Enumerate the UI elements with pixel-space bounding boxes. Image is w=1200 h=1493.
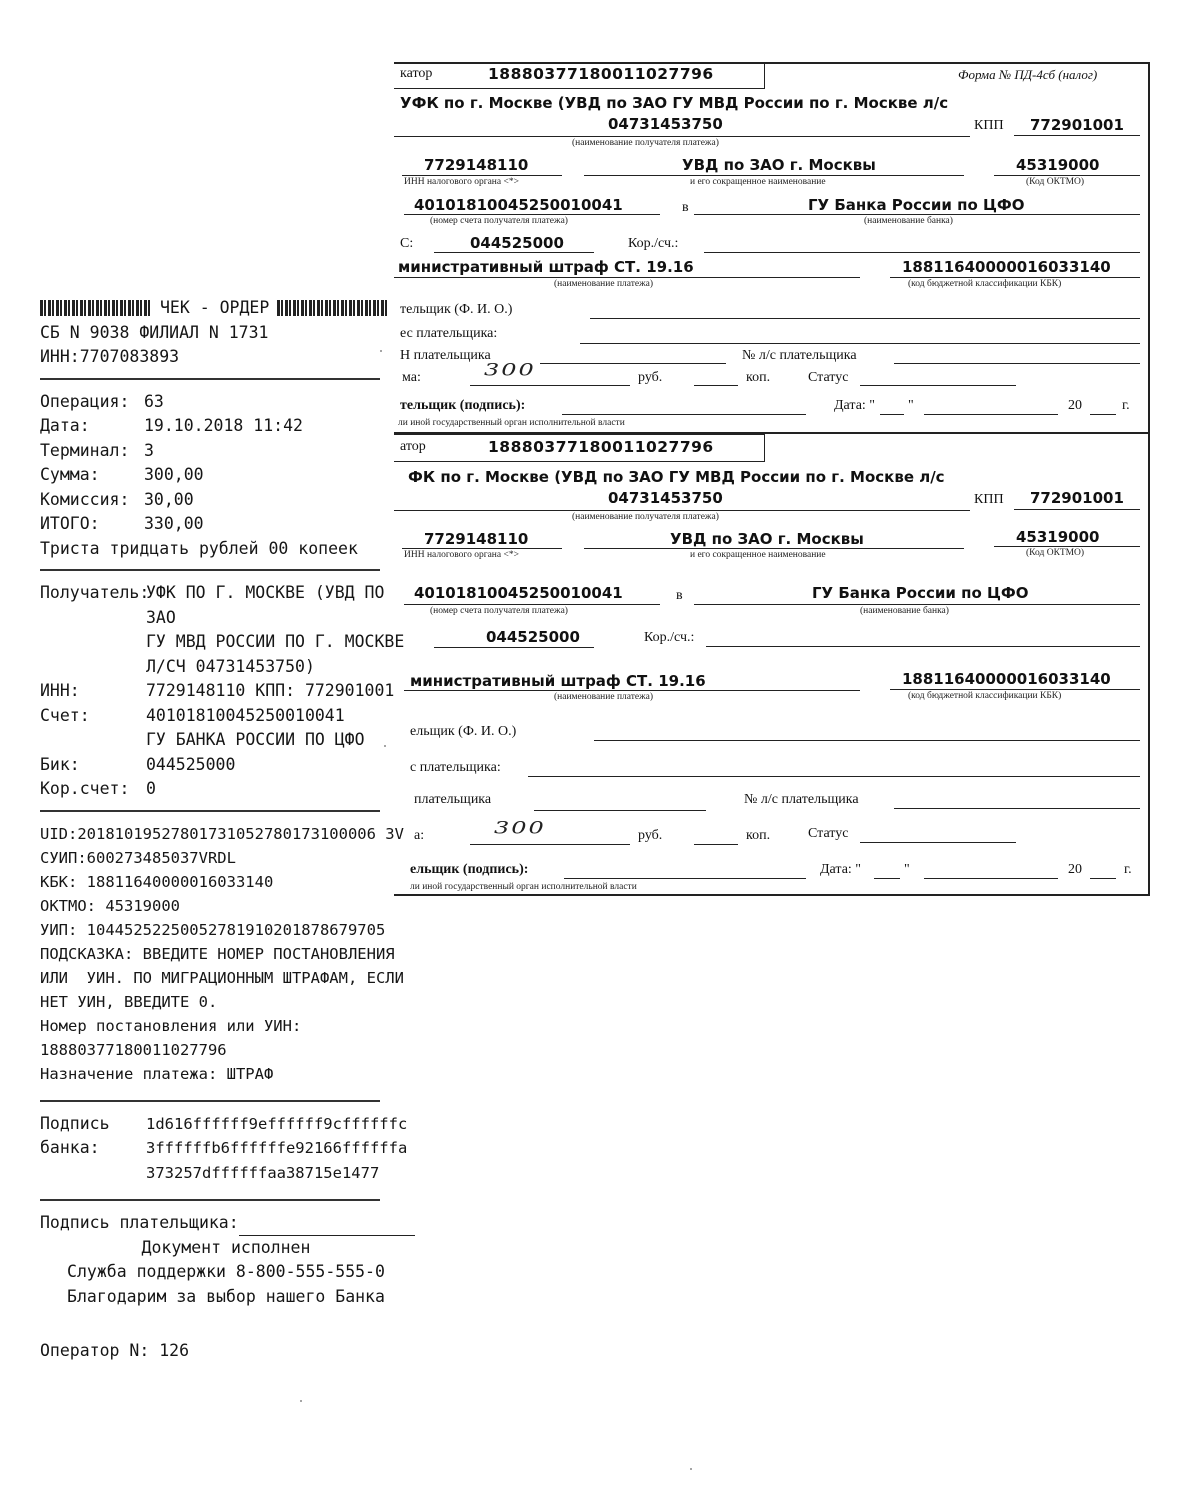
receipt-divider [40, 569, 380, 571]
form-year-label: 20 [1068, 398, 1082, 413]
receipt-payer-sign-line [239, 1219, 415, 1236]
form-date-quote: " [904, 862, 910, 877]
receipt-tech-line: УИП: 10445252250052781910201878679705 [40, 920, 386, 939]
receipt-bank-sign-line: 373257dffffffaa38715e1477 [146, 1163, 380, 1182]
receipt-support: Служба поддержки 8-800-555-555-0 [67, 1262, 385, 1281]
receipt-divider [40, 1100, 380, 1102]
receipt-field-row [40, 414, 412, 439]
receipt-tech-line: ПОДСКАЗКА: ВВЕДИТЕ НОМЕР ПОСТАНОВЛЕНИЯ [40, 944, 395, 963]
form-payment-name: министративный штраф СТ. 19.16 [398, 258, 694, 276]
form-ls-label: № л/с плательщика [742, 348, 857, 363]
form-year-label: 20 [1068, 862, 1082, 877]
receipt-bank-line: СБ N 9038 ФИЛИАЛ N 1731 [40, 322, 269, 342]
form-corr-label: Кор./сч.: [628, 236, 679, 251]
form-recipient-caption: (наименование получателя платежа) [572, 512, 719, 522]
receipt-account-label: Счет: [40, 705, 90, 725]
form-recipient-line1: УФК по г. Москве (УВД по ЗАО ГУ МВД России по г. Москве л/с [400, 94, 949, 112]
form-sum-label: ма: [402, 370, 421, 385]
receipt-recipient-block [40, 581, 412, 802]
form-year-suffix: г. [1124, 862, 1132, 877]
form-oktmo-caption: (Код ОКТМО) [1026, 177, 1085, 187]
receipt-bank-inn: ИНН:7707083893 [40, 347, 180, 366]
form-account-value: 40101810045250010041 [414, 584, 623, 602]
receipt-tech-line: ИЛИ УИН. ПО МИГРАЦИОННЫМ ШТРАФАМ, ЕСЛИ [40, 968, 404, 987]
form-account-caption: (номер счета получателя платежа) [430, 606, 568, 616]
form-payer-address-label: ес плательщика: [400, 326, 498, 341]
receipt-tech-line: 18880377180011027796 [40, 1040, 227, 1059]
receipt-field-value: 3 [144, 440, 154, 460]
form-payer-fio-label: тельщик (Ф. И. О.) [400, 302, 513, 317]
form-status-label: Статус [808, 826, 849, 841]
form-inn-value: 7729148110 [424, 156, 529, 174]
form-date-quote: " [908, 398, 914, 413]
receipt-inn-value: 7729148110 КПП: 772901001 [146, 681, 395, 700]
receipt-operation-fields [40, 390, 412, 537]
form-bank-caption: (наименование банка) [864, 216, 953, 226]
form-ident-label: атор [400, 439, 426, 454]
receipt-divider [40, 1199, 380, 1201]
receipt-account-value: 40101810045250010041 [146, 705, 345, 725]
receipt-tech-line: КБК: 18811640000016033140 [40, 872, 274, 891]
form-status-label: Статус [808, 370, 849, 385]
form-account-caption: (номер счета получателя платежа) [430, 216, 568, 226]
receipt-header-bar-right [277, 300, 389, 316]
scan-speck [690, 1468, 692, 1470]
form-rub-label: руб. [638, 370, 663, 385]
receipt-recipient-line: Л/СЧ 04731453750) [146, 656, 315, 676]
receipt-operator: Оператор N: 126 [40, 1341, 190, 1360]
receipt-payer-sign-label: Подпись плательщика: [40, 1213, 239, 1232]
receipt-bik-value: 044525000 [146, 754, 236, 774]
receipt-corr-value: 0 [146, 779, 156, 798]
receipt-header-bar-left [40, 300, 152, 316]
receipt-field-row [40, 488, 412, 513]
form-short-name-caption: и его сокращенное наименование [690, 550, 826, 560]
form-in-word: в [682, 200, 689, 215]
form-payer-inn-label: плательщика [414, 792, 492, 807]
form-tax-org-name: УВД по ЗАО г. Москвы [670, 530, 864, 548]
form-payer-sign-label: ельщик (подпись): [410, 862, 529, 877]
form-bik-value: 044525000 [486, 628, 580, 646]
form-kop-label: коп. [746, 828, 771, 843]
receipt-tech-block [40, 822, 412, 1086]
form-kbk-value: 18811640000016033140 [902, 670, 1111, 688]
form-bank-name: ГУ Банка России по ЦФО [808, 196, 1025, 214]
form-bank-caption: (наименование банка) [860, 606, 949, 616]
receipt-payer-signature [40, 1211, 412, 1236]
receipt-inn-label: ИНН: [40, 681, 80, 700]
form-payer-inn-label: Н плательщика [400, 348, 491, 363]
form-recipient-line1: ФК по г. Москве (УВД по ЗАО ГУ МВД России по г. Москве л/с [408, 468, 945, 486]
receipt-field-label: Дата: [40, 416, 90, 435]
form-kpp-label: КПП [974, 492, 1004, 507]
receipt-amount-words: Триста тридцать рублей 00 копеек [40, 538, 358, 558]
scan-speck [384, 745, 386, 747]
form-inn-caption: ИНН налогового органа <*> [404, 177, 519, 187]
form-ident-label: катор [400, 66, 433, 81]
receipt-field-row [40, 439, 412, 464]
form-inn-value: 7729148110 [424, 530, 529, 548]
receipt-tech-line: НЕТ УИН, ВВЕДИТЕ 0. [40, 992, 218, 1011]
receipt-title: ЧЕК - ОРДЕР [160, 298, 270, 317]
form-ls-label: № л/с плательщика [744, 792, 859, 807]
form-payer-fio-label: ельщик (Ф. И. О.) [410, 724, 517, 739]
receipt-field-label: ИТОГО: [40, 514, 100, 533]
form-bik-label: С: [400, 236, 414, 251]
form-payer-sign-label: тельщик (подпись): [400, 398, 526, 413]
receipt-field-label: Операция: [40, 391, 130, 411]
form-oktmo-value: 45319000 [1016, 156, 1100, 174]
form-payment-name: министративный штраф СТ. 19.16 [410, 672, 706, 690]
receipt-thanks: Благодарим за выбор нашего Банка [67, 1286, 385, 1306]
receipt-divider [40, 810, 380, 812]
receipt-tech-line: UID:20181019527801731052780173100006 3V [40, 824, 404, 843]
receipt-bank-sign-line: 3ffffffb6ffffffe92166ffffffa [146, 1139, 408, 1157]
receipt-field-value: 19.10.2018 11:42 [144, 416, 303, 435]
form-year-suffix: г. [1122, 398, 1130, 413]
form-bank-name: ГУ Банка России по ЦФО [812, 584, 1029, 602]
form-oktmo-caption: (Код ОКТМО) [1026, 548, 1085, 558]
receipt-recipient-line: ГУ МВД РОССИИ ПО Г. МОСКВЕ [146, 632, 405, 651]
receipt-account-bank: ГУ БАНКА РОССИИ ПО ЦФО [146, 730, 365, 749]
receipt-bik-label: Бик: [40, 754, 80, 774]
receipt-divider [40, 378, 380, 380]
form-sum-handwritten: 300 [484, 360, 536, 380]
form-ident-value: 18880377180011027796 [488, 438, 714, 456]
receipt-field-row [40, 512, 412, 537]
receipt-recipient-label: Получатель: [40, 583, 150, 602]
receipt-field-label: Терминал: [40, 440, 130, 460]
scan-speck [300, 1400, 302, 1402]
receipt-field-value: 300,00 [144, 465, 204, 484]
form-recipient-caption: (наименование получателя платежа) [572, 138, 719, 148]
receipt-field-label: Комиссия: [40, 489, 130, 509]
form-kop-label: коп. [746, 370, 771, 385]
form-kpp-value: 772901001 [1030, 489, 1124, 507]
form-date-label: Дата: " [820, 862, 862, 877]
form-kbk-caption: (код бюджетной классификации КБК) [908, 691, 1062, 701]
form-payer-address-label: с плательщика: [410, 760, 501, 775]
receipt-tech-line: ОКТМО: 45319000 [40, 896, 180, 915]
form-short-name-caption: и его сокращенное наименование [690, 177, 826, 187]
form-inn-caption: ИНН налогового органа <*> [404, 550, 519, 560]
receipt-bank-sign-label: Подпись [40, 1113, 110, 1133]
receipt-field-row [40, 463, 412, 488]
receipt-field-value: 330,00 [144, 514, 204, 533]
form-sum-label: а: [414, 828, 425, 843]
form-type-label: Форма № ПД-4сб (налог) [958, 67, 1098, 82]
receipt-field-row [40, 390, 412, 415]
receipt-bank-sign-label: банка: [40, 1138, 100, 1157]
payment-form-top [394, 62, 1150, 434]
form-kbk-caption: (код бюджетной классификации КБК) [908, 279, 1062, 289]
receipt-bank-sign-line: 1d616ffffff9effffff9cffffffc [146, 1114, 408, 1133]
receipt-tech-line: Назначение платежа: ШТРАФ [40, 1064, 274, 1083]
receipt-header [40, 296, 412, 321]
receipt-doc-done: Документ исполнен [141, 1237, 311, 1257]
form-tax-org-name: УВД по ЗАО г. Москвы [682, 156, 876, 174]
receipt-bank-signature [40, 1112, 412, 1186]
form-kbk-value: 18811640000016033140 [902, 258, 1111, 276]
form-recipient-line2: 04731453750 [608, 489, 723, 507]
form-kpp-value: 772901001 [1030, 116, 1124, 134]
form-authority-caption: ли иной государственный орган исполнительной власти [398, 418, 625, 428]
scan-speck [380, 350, 382, 352]
receipt-field-label: Сумма: [40, 465, 100, 484]
form-payment-caption: (наименование платежа) [554, 692, 654, 702]
receipt-tech-line: Номер постановления или УИН: [40, 1016, 302, 1035]
receipt-tech-line: СУИП:600273485037VRDL [40, 848, 236, 867]
receipt [40, 296, 412, 1364]
payment-form-bottom [394, 434, 1150, 896]
form-corr-label: Кор./сч.: [644, 630, 695, 645]
form-bik-value: 044525000 [470, 234, 564, 252]
receipt-field-value: 30,00 [144, 489, 194, 509]
form-in-word: в [676, 588, 683, 603]
form-sum-handwritten: 300 [494, 818, 546, 838]
form-oktmo-value: 45319000 [1016, 528, 1100, 546]
form-ident-value: 18880377180011027796 [488, 65, 714, 83]
receipt-corr-label: Кор.счет: [40, 779, 130, 798]
form-account-value: 40101810045250010041 [414, 196, 623, 214]
form-kpp-label: КПП [974, 118, 1004, 133]
form-recipient-line2: 04731453750 [608, 115, 723, 133]
form-authority-caption: ли иной государственный орган исполнительной власти [410, 882, 637, 892]
receipt-recipient-line: УФК ПО Г. МОСКВЕ (УВД ПО ЗАО [146, 583, 385, 627]
receipt-field-value: 63 [144, 391, 164, 411]
form-date-label: Дата: " [834, 398, 876, 413]
form-payment-caption: (наименование платежа) [554, 279, 654, 289]
form-rub-label: руб. [638, 828, 663, 843]
